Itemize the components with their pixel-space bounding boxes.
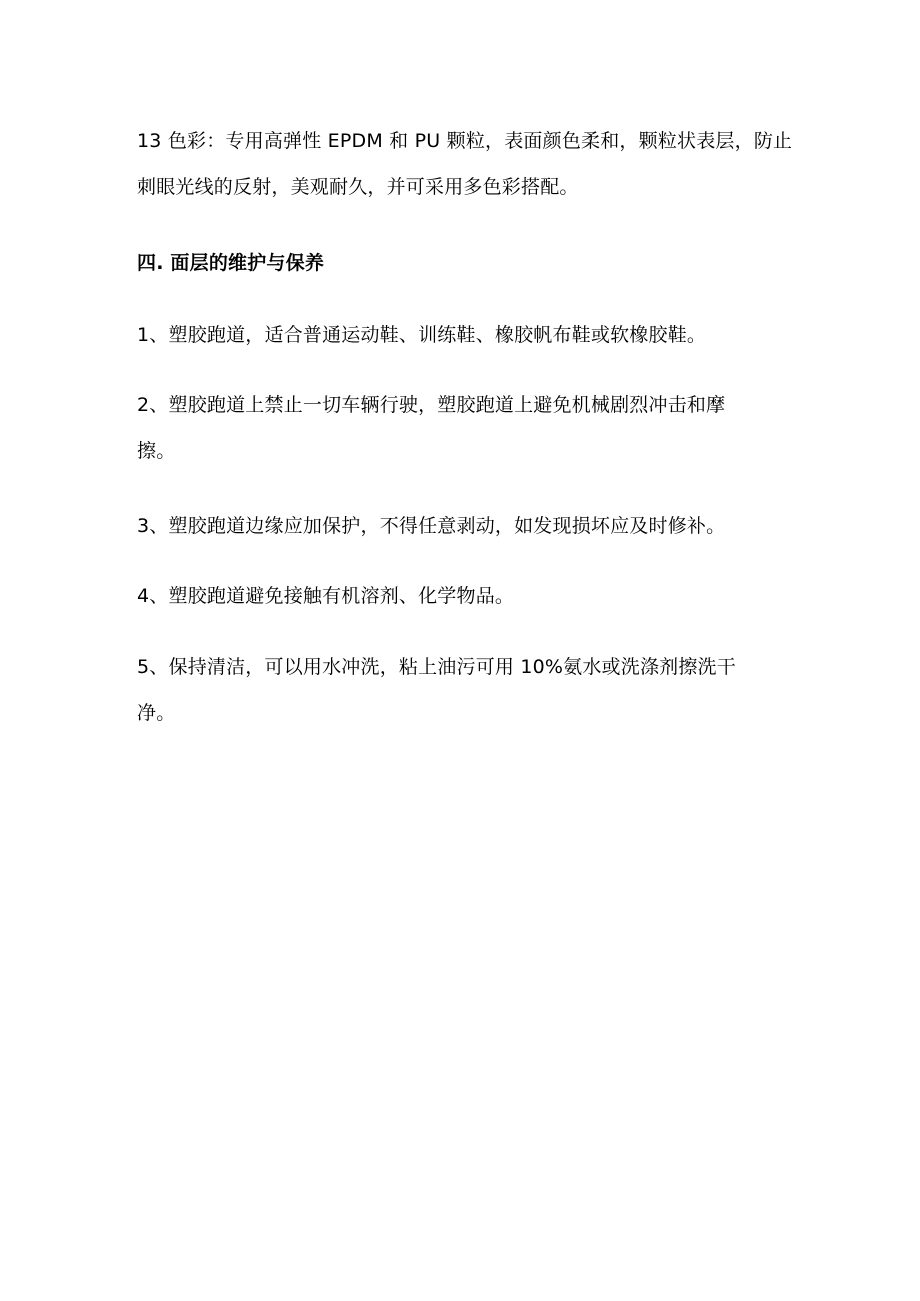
list-item-5 [137, 644, 797, 736]
paragraph-line: 刺眼光线的反射，美观耐久，并可采用多色彩搭配。 [137, 176, 579, 198]
section-heading [137, 240, 797, 286]
list-item-line: 擦。 [137, 440, 176, 462]
list-item-line: 5、保持清洁，可以用水冲洗，粘上油污可用 10%氨水或洗涤剂擦洗干 [137, 656, 736, 678]
list-item-3 [137, 503, 797, 549]
list-item-line: 4、塑胶跑道避免接触有机溶剂、化学物品。 [137, 585, 515, 607]
heading-text: 四. 面层的维护与保养 [137, 252, 325, 274]
list-item-4 [137, 573, 797, 619]
list-item-line: 2、塑胶跑道上禁止一切车辆行驶，塑胶跑道上避免机械剧烈冲击和摩 [137, 394, 726, 416]
color-paragraph [137, 118, 797, 210]
list-item-2 [137, 382, 797, 474]
list-item-line: 3、塑胶跑道边缘应加保护，不得任意剥动，如发现损坏应及时修补。 [137, 515, 726, 537]
paragraph-line: 13 色彩：专用高弹性 EPDM 和 PU 颗粒，表面颜色柔和，颗粒状表层，防止 [137, 130, 793, 152]
list-item-1 [137, 312, 797, 358]
list-item-line: 1、塑胶跑道，适合普通运动鞋、训练鞋、橡胶帆布鞋或软橡胶鞋。 [137, 324, 707, 346]
list-item-line: 净。 [137, 702, 176, 724]
